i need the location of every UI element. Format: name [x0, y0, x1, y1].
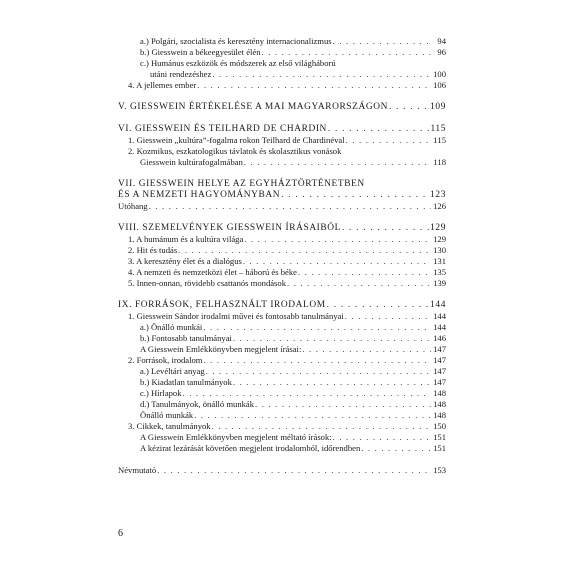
toc-page-number: 153 [433, 465, 446, 475]
toc-leader-dots [212, 69, 431, 80]
toc-entry [118, 58, 446, 69]
toc-leader-dots [178, 245, 431, 256]
toc-entry [118, 278, 446, 289]
table-of-contents [118, 36, 446, 476]
toc-page-number: 115 [433, 135, 446, 145]
toc-entry-title: VII. GIESSWEIN HELYE AZ EGYHÁZTÖRTÉNETBEN [118, 179, 365, 189]
toc-entry-title: Névmutató [118, 465, 157, 475]
toc-page-number: 100 [433, 69, 446, 79]
toc-entry [118, 388, 446, 399]
toc-entry-title: Önálló munkák [140, 410, 194, 420]
toc-leader-dots [149, 201, 431, 212]
toc-leader-dots [346, 135, 431, 146]
toc-entry [118, 36, 446, 47]
toc-entry-title: A Giesswein Emlékkönyvben megjelent írásai: [140, 344, 302, 354]
toc-page-number: 130 [433, 245, 446, 255]
toc-page-number: 148 [433, 410, 446, 420]
toc-page-number: 106 [433, 80, 446, 90]
toc-entry [118, 399, 446, 410]
toc-entry-title: 4. A nemzeti és nemzetközi élet – háború és béke [128, 267, 297, 277]
toc-entry [118, 443, 446, 454]
toc-entry-title: 1. Giesswein „kultúra”-fogalma rokon Teilhard de Chardinéval [128, 135, 345, 145]
toc-leader-dots [345, 311, 431, 322]
toc-spacer [118, 168, 446, 179]
toc-page-number: 151 [433, 443, 446, 453]
toc-entry-title: a.) Levéltári anyag [140, 366, 205, 376]
toc-entry-title: 2. Kozmikus, eszkatologikus távlatok és skolasztikus vonások [128, 146, 342, 156]
toc-page-number: 131 [433, 256, 446, 266]
toc-heading [118, 300, 446, 311]
toc-entry-title: b.) Fontosabb tanulmányai [140, 333, 232, 343]
toc-spacer [118, 91, 446, 102]
toc-entry-title: A Giesswein Emlékkönyvben megjelent méltató írások: [140, 432, 332, 442]
toc-page-number: 147 [433, 355, 446, 365]
toc-page-number: 139 [433, 278, 446, 288]
toc-page-number: 144 [430, 300, 446, 310]
toc-spacer [118, 454, 446, 465]
toc-entry-title: VI. GIESSWEIN ÉS TEILHARD DE CHARDIN [118, 124, 327, 134]
toc-entry-title: V. GIESSWEIN ÉRTÉKELÉSE A MAI MAGYARORSZÁGON [118, 102, 388, 112]
toc-entry-title: b.) Giesswein a békeegyesület élén [140, 47, 261, 57]
toc-leader-dots [243, 256, 431, 267]
toc-leader-dots [342, 223, 429, 234]
toc-spacer [118, 289, 446, 300]
toc-heading [118, 102, 446, 113]
toc-leader-dots [302, 344, 431, 355]
toc-entry [118, 355, 446, 366]
toc-leader-dots [244, 157, 431, 168]
toc-entry [118, 234, 446, 245]
toc-entry [118, 377, 446, 388]
toc-entry [118, 157, 446, 168]
toc-entry [118, 322, 446, 333]
toc-leader-dots [244, 234, 431, 245]
toc-leader-dots [194, 410, 431, 421]
toc-entry-title: 3. Cikkek, tanulmányok [128, 421, 211, 431]
toc-entry [118, 366, 446, 377]
page-number: 6 [118, 528, 123, 539]
toc-leader-dots [281, 190, 429, 201]
toc-entry [118, 245, 446, 256]
toc-entry-title: 1. Giesswein Sándor irodalmi művei és fontosabb tanulmányai [128, 311, 344, 321]
toc-leader-dots [328, 124, 430, 135]
toc-leader-dots [233, 377, 431, 388]
toc-leader-dots [262, 47, 431, 58]
toc-heading [118, 190, 446, 201]
toc-page-number: 147 [433, 344, 446, 354]
toc-entry [118, 201, 446, 212]
toc-leader-dots [298, 267, 431, 278]
toc-entry [118, 410, 446, 421]
toc-entry [118, 256, 446, 267]
toc-leader-dots [389, 102, 429, 113]
toc-page-number: 123 [430, 190, 446, 200]
toc-page-number: 109 [430, 102, 446, 112]
toc-entry-title: b.) Kiadatlan tanulmányok [140, 377, 232, 387]
toc-entry-title: Utóhang [118, 201, 148, 211]
toc-page-number: 147 [433, 366, 446, 376]
toc-leader-dots [197, 80, 431, 91]
toc-leader-dots [157, 465, 431, 476]
toc-entry-title: a.) Önálló munkái [140, 322, 203, 332]
toc-page-number: 96 [437, 47, 446, 57]
toc-leader-dots [206, 366, 431, 377]
toc-page-number: 118 [433, 157, 446, 167]
toc-leader-dots [203, 322, 431, 333]
toc-entry-title: d.) Tanulmányok, önálló munkák [140, 399, 255, 409]
toc-entry-title: utáni rendezéshez [150, 69, 212, 79]
toc-entry [118, 135, 446, 146]
toc-page-number: 115 [430, 124, 446, 134]
toc-entry [118, 344, 446, 355]
toc-page-number: 129 [433, 234, 446, 244]
toc-entry-title: IX. FORRÁSOK, FELHASZNÁLT IRODALOM [118, 300, 326, 310]
toc-entry-title: 1. A humánum és a kultúra világa [128, 234, 244, 244]
toc-page-number: 144 [433, 322, 446, 332]
toc-entry-title: 2. Hit és tudás [128, 245, 178, 255]
toc-page-number: 129 [430, 223, 446, 233]
toc-page-number: 126 [433, 201, 446, 211]
toc-entry [118, 47, 446, 58]
toc-leader-dots [327, 300, 429, 311]
toc-leader-dots [333, 432, 431, 443]
toc-leader-dots [287, 278, 431, 289]
toc-entry [118, 421, 446, 432]
toc-page-number: 144 [433, 311, 446, 321]
toc-heading [118, 124, 446, 135]
toc-page-number: 150 [433, 421, 446, 431]
toc-entry [118, 80, 446, 91]
toc-heading [118, 179, 446, 190]
toc-page-number: 148 [433, 399, 446, 409]
toc-page-number: 151 [433, 432, 446, 442]
toc-entry-title: Giesswein kultúrafogalmában [140, 157, 243, 167]
toc-entry [118, 333, 446, 344]
toc-page-number: 146 [433, 333, 446, 343]
toc-entry-title: 2. Források, irodalom [128, 355, 203, 365]
toc-entry [118, 69, 446, 80]
toc-entry-title: c.) Humánus eszközök és módszerek az első világháború [140, 58, 336, 68]
toc-leader-dots [183, 388, 431, 399]
toc-leader-dots [233, 333, 431, 344]
toc-spacer [118, 212, 446, 223]
toc-heading [118, 223, 446, 234]
toc-page-number: 135 [433, 267, 446, 277]
toc-spacer [118, 113, 446, 124]
toc-entry-title: c.) Hírlapok [140, 388, 182, 398]
toc-entry [118, 267, 446, 278]
toc-entry-title: VIII. SZEMELVÉNYEK GIESSWEIN ÍRÁSAIBÓL [118, 223, 341, 233]
toc-entry-title: a.) Polgári, szocialista és keresztény internacionalizmus [140, 36, 332, 46]
toc-leader-dots [333, 36, 431, 47]
toc-leader-dots [212, 421, 431, 432]
toc-entry [118, 311, 446, 322]
toc-entry-title: 5. Innen-onnan, rövidebb csattanós mondások [128, 278, 286, 288]
toc-leader-dots [255, 399, 431, 410]
toc-page-number: 148 [433, 388, 446, 398]
toc-entry [118, 146, 446, 157]
toc-entry [118, 465, 446, 476]
toc-entry-title: A kézirat lezárását követően megjelent irodalomból, időrendben [140, 443, 361, 453]
toc-entry-title: ÉS A NEMZETI HAGYOMÁNYBAN [118, 190, 281, 200]
toc-entry [118, 432, 446, 443]
toc-entry-title: 3. A keresztény élet és a dialógus [128, 256, 242, 266]
toc-page-number: 94 [437, 36, 446, 46]
toc-page-number: 147 [433, 377, 446, 387]
toc-entry-title: 4. A jellemes ember [128, 80, 197, 90]
toc-leader-dots [361, 443, 431, 454]
toc-leader-dots [203, 355, 431, 366]
